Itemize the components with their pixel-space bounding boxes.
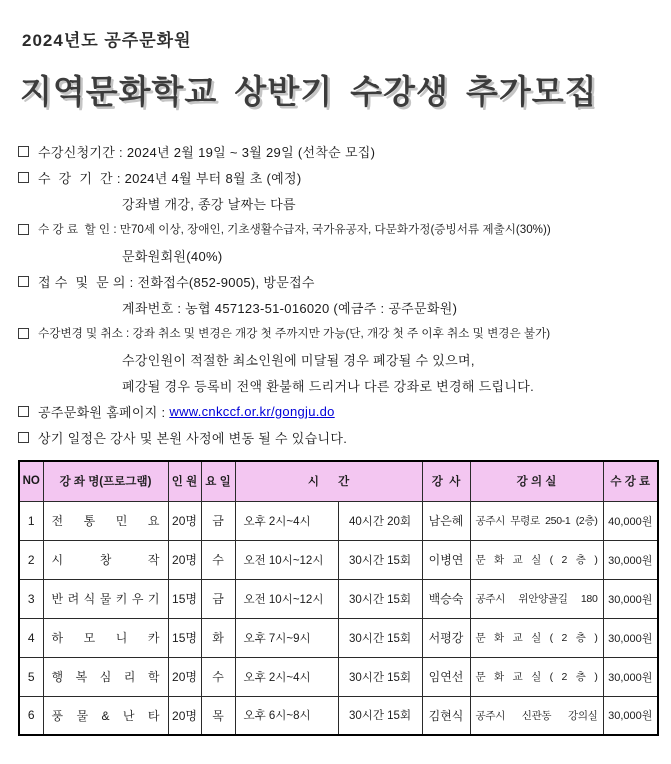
cell-course-name: 반 려 식 물 키 우 기 [43,579,168,618]
column-header-teacher: 강 사 [422,461,470,501]
cell-time: 오후 2시~4시 [235,657,338,696]
cell-no: 6 [19,696,43,735]
cell-hours: 30시간 15회 [338,696,422,735]
cell-no: 3 [19,579,43,618]
table-row [19,579,658,618]
notice-line-contact: 접 수 및 문 의 : 전화접수(852-9005), 방문접수 [18,268,655,294]
cell-course-name: 시 창 작 [43,540,168,579]
cell-room: 공주시 위안양골길 180 [470,579,603,618]
table-row [19,501,658,540]
cell-hours: 30시간 15회 [338,579,422,618]
cell-time: 오후 6시~8시 [235,696,338,735]
cell-time: 오후 7시~9시 [235,618,338,657]
notice-line-change-cancel: 수강변경 및 취소 : 강좌 취소 및 변경은 개강 첫 주까지만 가능(단, 개강 첫 주 이후 취소 및 변경은 불가) [18,320,655,346]
cell-teacher: 서평강 [422,618,470,657]
table-row [19,618,658,657]
cell-hours: 30시간 15회 [338,657,422,696]
column-header-room: 강 의 실 [470,461,603,501]
cell-time: 오전 10시~12시 [235,540,338,579]
cell-no: 5 [19,657,43,696]
cell-day: 금 [201,579,235,618]
notice-line-schedule-change: 상기 일정은 강사 및 본원 사정에 변동 될 수 있습니다. [18,424,655,450]
homepage-link[interactable]: www.cnkccf.or.kr/gongju.do [169,403,335,419]
notice-line-refund: 폐강될 경우 등록비 전액 환불해 드리거나 다른 강좌로 변경해 드립니다. [122,378,535,394]
cell-time: 오전 10시~12시 [235,579,338,618]
cell-room: 공주시 신관동 강의실 [470,696,603,735]
cell-fee: 30,000원 [603,618,658,657]
cell-day: 화 [201,618,235,657]
checkbox-bullet-icon [18,406,29,417]
table-row [19,540,658,579]
cell-teacher: 김현식 [422,696,470,735]
column-header-capacity: 인 원 [168,461,201,501]
notice-list [18,138,655,450]
checkbox-bullet-icon [18,276,29,287]
cell-room: 문 화 교 실 ( 2 층 ) [470,657,603,696]
cell-capacity: 20명 [168,657,201,696]
checkbox-bullet-icon [18,224,29,235]
cell-capacity: 20명 [168,696,201,735]
cell-room: 공주시 무령로 250-1 (2층) [470,501,603,540]
cell-course-name: 전 통 민 요 [43,501,168,540]
column-header-day: 요 일 [201,461,235,501]
cell-capacity: 20명 [168,501,201,540]
column-header-time: 시 간 [235,461,422,501]
checkbox-bullet-icon [18,328,29,339]
cell-day: 금 [201,501,235,540]
cell-course-name: 행 복 심 리 학 [43,657,168,696]
cell-capacity: 15명 [168,579,201,618]
cell-time: 오후 2시~4시 [235,501,338,540]
document-title: 지역문화학교 상반기 수강생 추가모집 [20,73,598,110]
cell-fee: 30,000원 [603,657,658,696]
cell-fee: 30,000원 [603,579,658,618]
column-header-no: NO [19,461,43,501]
notice-line-homepage: 공주문화원 홈페이지 : www.cnkccf.or.kr/gongju.do [18,398,655,424]
table-row [19,657,658,696]
cell-no: 4 [19,618,43,657]
column-header-fee: 수 강 료 [603,461,658,501]
cell-hours: 30시간 15회 [338,540,422,579]
document-subtitle: 2024년도 공주문화원 [22,31,192,50]
cell-teacher: 임연선 [422,657,470,696]
cell-capacity: 15명 [168,618,201,657]
cell-no: 2 [19,540,43,579]
cell-day: 목 [201,696,235,735]
notice-line-course-period: 수 강 기 간 : 2024년 4월 부터 8월 초 (예정) [18,164,655,190]
table-row [19,696,658,735]
cell-no: 1 [19,501,43,540]
table-header-row [19,461,658,501]
notice-line-account: 계좌번호 : 농협 457123-51-016020 (예금주 : 공주문화원) [122,300,458,316]
cell-hours: 40시간 20회 [338,501,422,540]
cell-hours: 30시간 15회 [338,618,422,657]
cell-day: 수 [201,540,235,579]
cell-teacher: 이병연 [422,540,470,579]
cell-teacher: 남은혜 [422,501,470,540]
cell-fee: 40,000원 [603,501,658,540]
cell-capacity: 20명 [168,540,201,579]
column-header-course-name: 강 좌 명(프로그램) [43,461,168,501]
cell-room: 문 화 교 실 ( 2 층 ) [470,540,603,579]
cell-course-name: 하 모 니 카 [43,618,168,657]
cell-course-name: 풍 물 & 난 타 [43,696,168,735]
notice-line-application-period: 수강신청기간 : 2024년 2월 19일 ~ 3월 29일 (선착순 모집) [18,138,655,164]
notice-line-min-enrollment: 수강인원이 적절한 최소인원에 미달될 경우 폐강될 수 있으며, [122,352,475,368]
checkbox-bullet-icon [18,172,29,183]
cell-room: 문 화 교 실 ( 2 층 ) [470,618,603,657]
notice-line-discount-member: 문화원회원(40%) [122,248,223,264]
checkbox-bullet-icon [18,432,29,443]
checkbox-bullet-icon [18,146,29,157]
cell-day: 수 [201,657,235,696]
cell-fee: 30,000원 [603,540,658,579]
cell-fee: 30,000원 [603,696,658,735]
cell-teacher: 백승숙 [422,579,470,618]
course-table [18,460,659,736]
notice-line-course-period-note: 강좌별 개강, 종강 날짜는 다름 [122,196,296,212]
notice-line-discount: 수 강 료 할 인 : 만70세 이상, 장애인, 기초생활수급자, 국가유공자, 다문화가정(증빙서류 제출시(30%)) [18,216,655,242]
